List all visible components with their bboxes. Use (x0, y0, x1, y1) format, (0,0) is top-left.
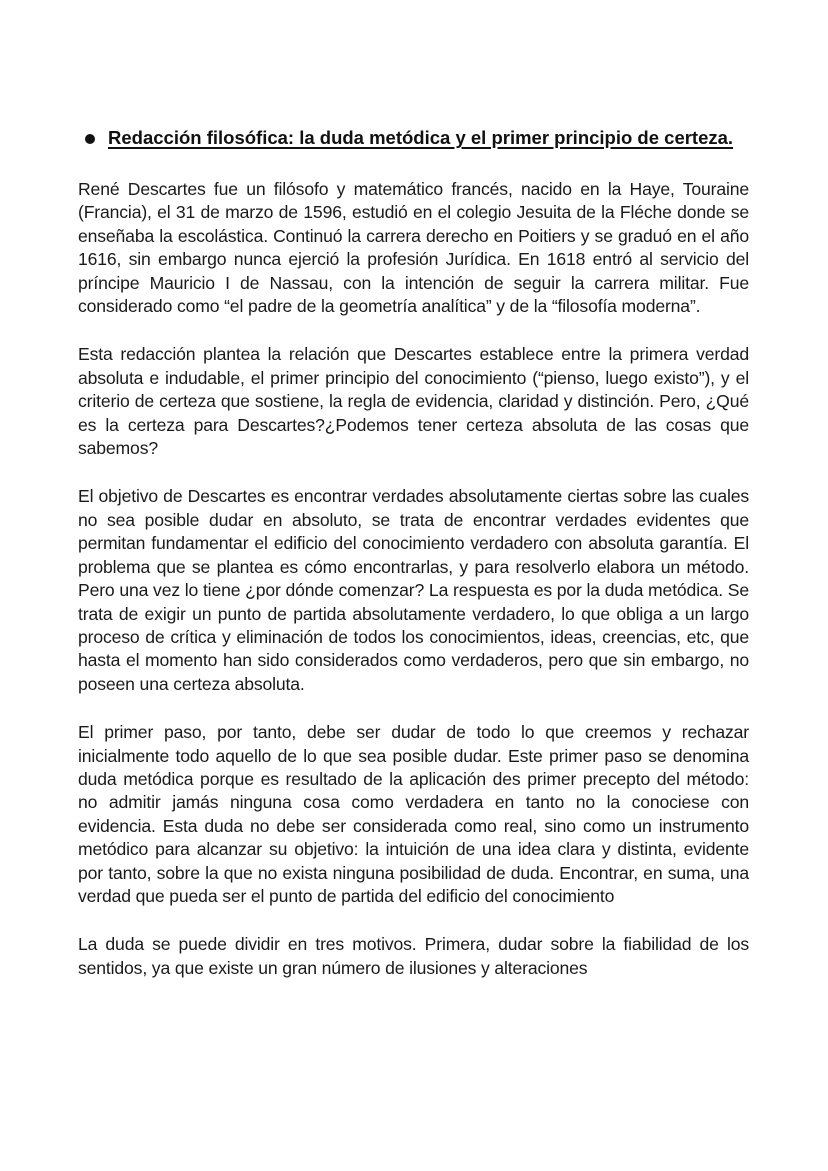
paragraph-biography: René Descartes fue un filósofo y matemático francés, nacido en la Haye, Touraine (Francia), el 31 de marzo de 1596, estudió en el colegio Jesuita de la Fléche donde se enseñaba la escolástica. Continuó la carrera derecho en Poitiers y se graduó en el año 1616, sin embargo nunca ejerció la profesión Jurídica. En 1618 entró al servicio del príncipe Mauricio I de Nassau, con la intención de seguir la carrera militar. Fue considerado como “el padre de la geometría analítica” y de la “filosofía moderna”. (78, 179, 749, 317)
section-heading-text: Redacción filosófica: la duda metódica y el primer principio de certeza. (108, 127, 734, 148)
bullet-icon (85, 134, 95, 144)
section-heading (78, 126, 749, 150)
paragraph-thesis: Esta redacción plantea la relación que Descartes establece entre la primera verdad absoluta e indudable, el primer principio del conocimiento (“pienso, luego existo”), y el criterio de certeza que sostiene, la regla de evidencia, claridad y distinción. Pero, ¿Qué es la certeza para Descartes?¿Podemos tener certeza absoluta de las cosas que sabemos? (78, 344, 749, 459)
paragraph-methodic-doubt: El primer paso, por tanto, debe ser dudar de todo lo que creemos y rechazar inicialmente todo aquello de lo que sea posible dudar. Este primer paso se denomina duda metódica porque es resultado de la aplicación des primer precepto del método: no admitir jamás ninguna cosa como verdadera en tanto no la conociese con evidencia. Esta duda no debe ser considerada como real, sino como un instrumento metódico para alcanzar su objetivo: la intuición de una idea clara y distinta, evidente por tanto, sobre la que no exista ninguna posibilidad de duda. Encontrar, en suma, una verdad que pueda ser el punto de partida del edificio del conocimiento (78, 722, 749, 906)
paragraph-doubt-motives: La duda se puede dividir en tres motivos. Primera, dudar sobre la fiabilidad de los sentidos, ya que existe un gran número de ilusiones y alteraciones (78, 934, 749, 978)
paragraph-objective: El objetivo de Descartes es encontrar verdades absolutamente ciertas sobre las cuales no sea posible dudar en absoluto, se trata de encontrar verdades evidentes que permitan fundamentar el edificio del conocimiento verdadero con absoluta garantía. El problema que se plantea es cómo encontrarlas, y para resolverlo elabora un método. Pero una vez lo tiene ¿por dónde comenzar? La respuesta es por la duda metódica. Se trata de exigir un punto de partida absolutamente verdadero, lo que obliga a un largo proceso de crítica y eliminación de todos los conocimientos, ideas, creencias, etc, que hasta el momento han sido considerados como verdaderos, pero que sin embargo, no poseen una certeza absoluta. (78, 486, 749, 694)
document-page (78, 126, 749, 980)
